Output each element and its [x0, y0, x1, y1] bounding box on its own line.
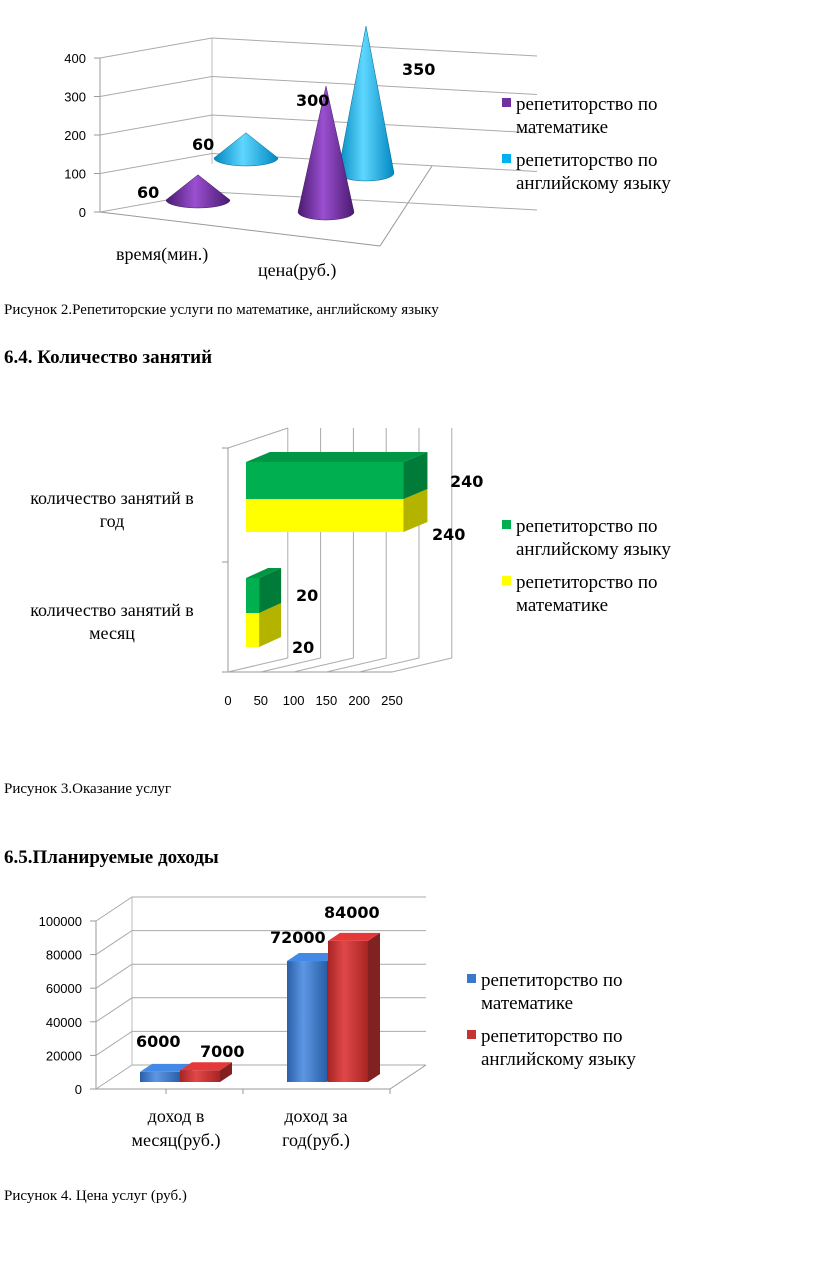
- chart2-category-label: год: [99, 511, 125, 531]
- chart2-y-axis: [30, 488, 194, 643]
- chart1-legend: [502, 94, 671, 194]
- chart1-legend-label: репетиторство по: [516, 150, 658, 171]
- chart-tutoring-services: [0, 0, 816, 300]
- chart3-y-axis: [39, 914, 82, 1097]
- chart2-category-label: количество занятий в: [30, 600, 194, 620]
- chart2-tick-label: 150: [315, 693, 338, 708]
- chart3-legend-label: репетиторство по: [481, 1026, 623, 1047]
- chart2-back-edge: [228, 428, 288, 448]
- chart3-x-axis: [132, 1106, 350, 1151]
- chart1-tick-label: 400: [64, 51, 86, 66]
- chart3-bar-english: [180, 1070, 220, 1082]
- chart3-bar-math: [140, 1072, 180, 1082]
- chart1-cone: [166, 175, 230, 208]
- chart3-legend-swatch: [467, 1030, 476, 1039]
- chart3-marks: [140, 933, 380, 1082]
- chart2-tick-label: 100: [282, 693, 305, 708]
- chart3-tick-label: 60000: [45, 981, 82, 997]
- chart3-tick-label: 20000: [45, 1048, 82, 1064]
- chart1-data-label: 60: [137, 183, 160, 202]
- chart2-tick-label: 250: [381, 693, 403, 708]
- chart-lesson-count: [0, 400, 816, 730]
- chart2-legend-swatch: [502, 576, 511, 585]
- chart1-tick-label: 0: [78, 205, 86, 220]
- chart1-data-label: 60: [192, 135, 215, 154]
- chart2-tick-label: 200: [348, 693, 371, 708]
- figure2-caption: Рисунок 2.Репетиторские услуги по математике, английскому языку: [4, 302, 439, 318]
- chart1-marks: [166, 26, 394, 220]
- chart1-tick-label: 300: [64, 89, 86, 105]
- chart2-x-axis: [224, 693, 402, 708]
- chart2-marks: [246, 452, 427, 647]
- chart2-bar-english-top: [246, 452, 427, 462]
- chart1-gridline: [100, 38, 537, 58]
- chart2-legend-label: математике: [516, 595, 609, 616]
- chart2-svg: [0, 400, 816, 730]
- chart2-legend-label: репетиторство по: [516, 572, 658, 593]
- chart2-data-label: 20: [296, 586, 319, 605]
- chart3-category-label: год(руб.): [282, 1130, 350, 1150]
- chart3-data-label: 7000: [200, 1042, 245, 1061]
- chart1-data-label: 300: [296, 91, 330, 110]
- chart2-tick-label: 0: [224, 693, 232, 708]
- chart1-tick-label: 100: [64, 166, 86, 182]
- chart1-category-label: цена(руб.): [258, 260, 337, 280]
- chart3-category-label: доход в: [147, 1106, 205, 1126]
- chart1-legend-swatch: [502, 98, 511, 107]
- chart1-x-axis: [116, 244, 336, 281]
- chart2-tick-label: 50: [253, 693, 269, 708]
- chart3-floor-edge: [390, 1065, 426, 1089]
- chart3-tick-label: 40000: [45, 1014, 82, 1030]
- chart2-legend-label: репетиторство по: [516, 516, 658, 537]
- chart3-legend-label: математике: [481, 993, 574, 1014]
- chart3-bar-side: [368, 933, 380, 1082]
- chart1-tick-label: 200: [64, 128, 86, 143]
- chart2-category-label: месяц: [89, 623, 135, 643]
- chart3-legend-label: репетиторство по: [481, 970, 623, 991]
- chart3-category-label: доход за: [284, 1106, 348, 1126]
- chart2-data-label: 240: [450, 472, 484, 491]
- chart3-data-label: 6000: [136, 1032, 181, 1051]
- chart3-legend-swatch: [467, 974, 476, 983]
- chart3-legend: [467, 970, 636, 1070]
- figure4-caption: Рисунок 4. Цена услуг (руб.): [4, 1188, 187, 1204]
- chart2-legend-swatch: [502, 520, 511, 529]
- chart3-bar-english: [328, 941, 368, 1082]
- chart2-bar-english: [246, 578, 259, 613]
- chart2-data-label: 240: [432, 525, 466, 544]
- chart3-svg: [0, 880, 816, 1170]
- chart2-bar-math: [246, 499, 403, 532]
- chart3-tick-label: 100000: [38, 914, 82, 929]
- chart1-data-label: 350: [402, 60, 436, 79]
- chart3-tick-label: 0: [74, 1082, 82, 1097]
- chart2-category-label: количество занятий в: [30, 488, 194, 508]
- chart1-cone: [214, 133, 278, 166]
- chart1-legend-swatch: [502, 154, 511, 163]
- chart2-bar-english: [246, 462, 403, 499]
- chart2-legend: [502, 516, 671, 616]
- chart1-svg: [0, 0, 816, 300]
- chart1-legend-label: репетиторство по: [516, 94, 658, 115]
- section-6-4-title: 6.4. Количество занятий: [4, 347, 213, 368]
- chart3-bar-math: [287, 961, 327, 1082]
- chart1-category-label: время(мин.): [116, 244, 209, 264]
- chart1-legend-label: английскому языку: [516, 173, 671, 194]
- chart3-category-label: месяц(руб.): [131, 1130, 221, 1150]
- section-6-5-title: 6.5.Планируемые доходы: [4, 847, 219, 868]
- chart2-legend-label: английскому языку: [516, 539, 671, 560]
- chart1-y-axis: [64, 51, 86, 220]
- chart-planned-income: [0, 880, 816, 1170]
- chart3-legend-label: английскому языку: [481, 1049, 636, 1070]
- chart3-tick-label: 80000: [45, 947, 82, 963]
- chart1-legend-label: математике: [516, 117, 609, 138]
- chart3-data-label: 84000: [324, 903, 380, 922]
- chart3-data-label: 72000: [270, 928, 326, 947]
- chart2-bar-math: [246, 613, 259, 647]
- figure3-caption: Рисунок 3.Оказание услуг: [4, 781, 172, 797]
- chart1-cone: [338, 26, 394, 181]
- chart2-data-label: 20: [292, 638, 315, 657]
- chart1-data-labels: [137, 60, 435, 202]
